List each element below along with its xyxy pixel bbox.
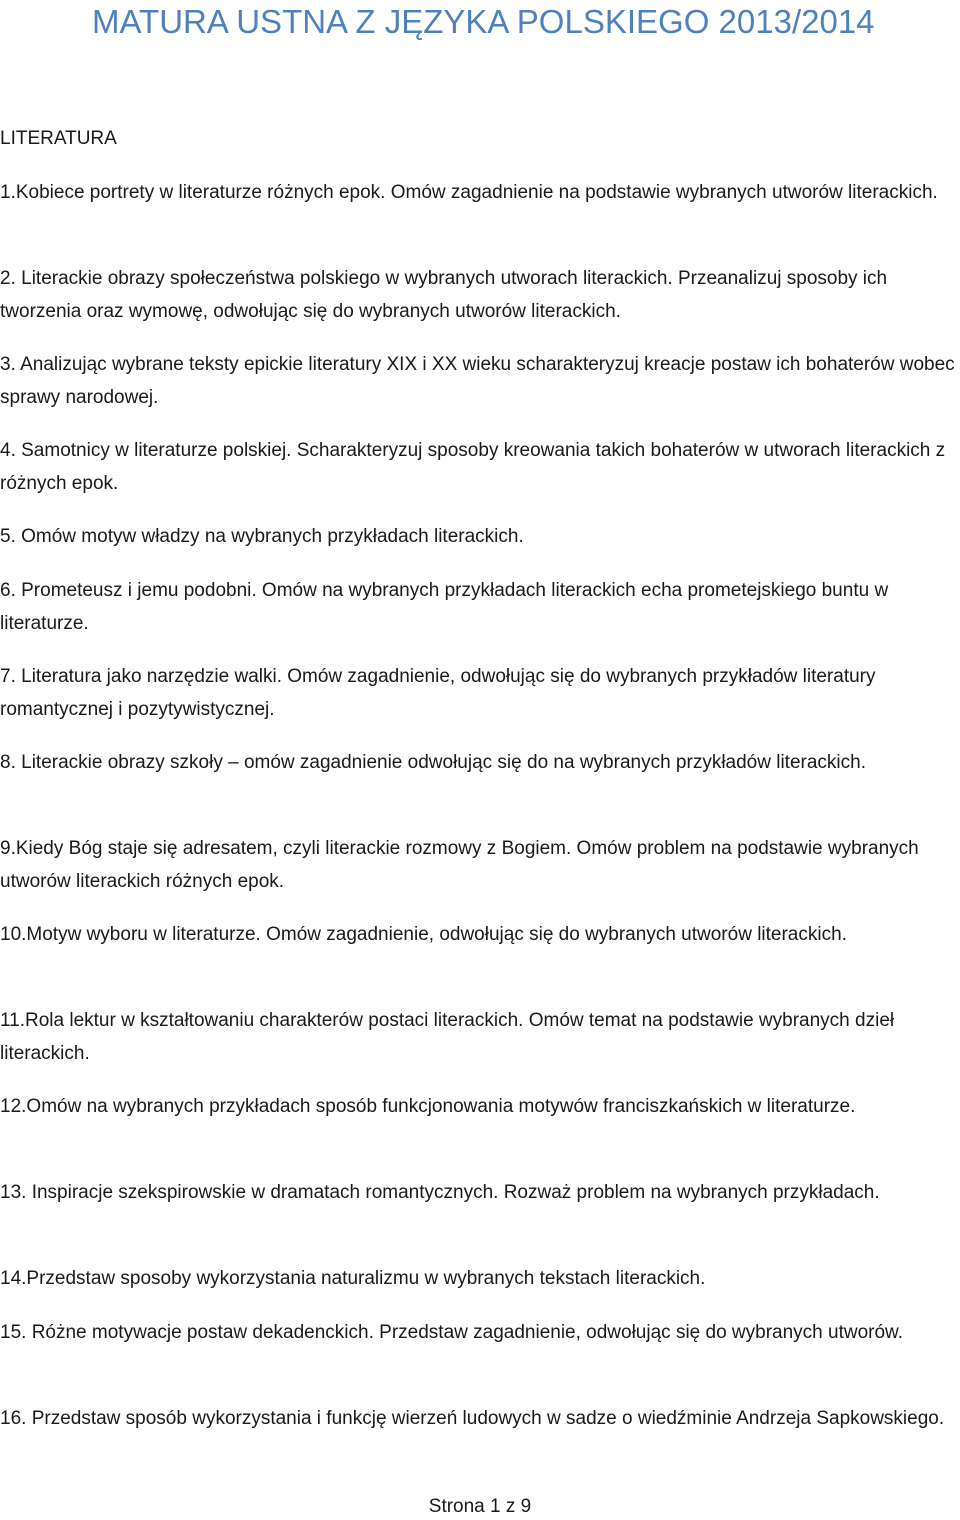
topic-item	[0, 747, 958, 780]
topic-item	[0, 521, 958, 554]
topic-item	[0, 919, 958, 952]
topic-item	[0, 1091, 958, 1124]
topic-lead: 4. Samotnicy w literaturze polskiej.	[0, 440, 292, 461]
topic-rest: Omów zagadnienie na podstawie wybranych utworów literackich.	[385, 182, 938, 203]
topic-lead: 2. Literackie obrazy społeczeństwa polskiego w wybranych utworach literackich.	[0, 268, 673, 289]
topic-lead: 13. Inspiracje szekspirowskie w dramatach romantycznych.	[0, 1182, 499, 1203]
topic-item	[0, 833, 958, 898]
topic-lead: 16. Przedstaw sposób wykorzystania i funkcję wierzeń ludowych w sadze o wiedźminie Andrzeja Sapkowskiego.	[0, 1408, 945, 1429]
topic-rest: Omów temat na podstawie wybranych dzieł literackich.	[0, 1010, 895, 1064]
document-title: MATURA USTNA Z JĘZYKA POLSKIEGO 2013/2014	[92, 3, 875, 40]
topic-item	[0, 349, 958, 414]
topic-rest: Przedstaw zagadnienie, odwołując się do wybranych utworów.	[373, 1322, 903, 1343]
topic-item	[0, 1403, 958, 1436]
topic-lead: 12.Omów na wybranych przykładach sposób funkcjonowania motywów franciszkańskich w literaturze.	[0, 1096, 856, 1117]
topic-rest: Rozważ problem na wybranych przykładach.	[498, 1182, 880, 1203]
topic-rest: Scharakteryzuj sposoby kreowania takich bohaterów w utworach literackich z różnych epok.	[0, 440, 946, 494]
topic-lead: 9.Kiedy Bóg staje się adresatem, czyli literackie rozmowy z Bogiem.	[0, 838, 572, 859]
topic-item	[0, 263, 958, 328]
topic-item	[0, 1263, 958, 1296]
page-number-footer: Strona 1 z 9	[428, 1496, 532, 1517]
topic-item	[0, 435, 958, 500]
topic-lead: 1.Kobiece portrety w literaturze różnych epok.	[0, 182, 386, 203]
section-heading: LITERATURA	[0, 128, 117, 149]
topic-lead: 15. Różne motywacje postaw dekadenckich.	[0, 1322, 374, 1343]
topic-item	[0, 661, 958, 726]
topic-lead: 5. Omów motyw władzy na wybranych przykładach literackich.	[0, 526, 524, 547]
topic-lead: 14.Przedstaw sposoby wykorzystania naturalizmu w wybranych tekstach literackich.	[0, 1268, 706, 1289]
topic-rest: Omów zagadnienie, odwołując się do wybranych utworów literackich.	[260, 924, 847, 945]
topic-rest: Omów zagadnienie, odwołując się do wybranych przykładów literatury romantycznej i pozytywistycznej.	[0, 666, 876, 720]
topic-lead: 3. Analizując wybrane teksty epickie literatury XIX i XX wieku scharakteryzuj kreacje postaw ich bohaterów wobec sprawy narodowej.	[0, 354, 955, 408]
topic-item	[0, 1005, 958, 1070]
topic-item	[0, 177, 958, 210]
topic-rest: Omów na wybranych przykładach literackich echa prometejskiego buntu w literaturze.	[0, 580, 889, 634]
topic-item	[0, 1177, 958, 1210]
topic-lead: 6. Prometeusz i jemu podobni.	[0, 580, 257, 601]
topic-lead: 11.Rola lektur w kształtowaniu charakterów postaci literackich.	[0, 1010, 524, 1031]
topic-item	[0, 1317, 958, 1350]
topic-rest: Przeanalizuj sposoby ich tworzenia oraz wymowę, odwołując się do wybranych utworów literackich.	[0, 268, 888, 322]
topic-lead: 8. Literackie obrazy szkoły – omów zagadnienie odwołując się do na wybranych przykładów literackich.	[0, 752, 866, 773]
topic-rest: Omów problem na podstawie wybranych utworów literackich różnych epok.	[0, 838, 919, 892]
topic-item	[0, 575, 958, 640]
topic-lead: 7. Literatura jako narzędzie walki.	[0, 666, 282, 687]
topic-lead: 10.Motyw wyboru w literaturze.	[0, 924, 261, 945]
